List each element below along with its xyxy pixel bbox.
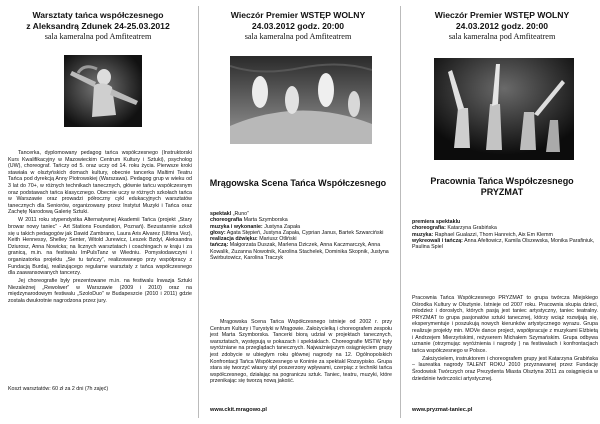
ensemble-description: Pracownia Tańca Współczesnego PRYZMAT to grupa twórcza Miejskiego Ośrodka Kultury w Olsztynie. Istnieje od 2007 roku. Pracownia skupia dzieci, młodzież i dorosłych, których pasją jest taniec artystyczny, taniec teatralny. PRYZMAT to grupa pasjonatów sztuki tanecznej, którzy wciąż rozwijają się, eksperymentuje i poszukują nowych kierunków artystycznego wyrazu. Grupa realizuje projekty min. MOVe dance project, współpracuje z muzykami Elżbietą i Andrzejem Mierzyńskimi, reżyserem Michałem Szymańskim. Grupa odbywa uznanie (otrzymując wyróżnienia i nagrody ) na festiwalach i konfrontacjach tańca współczesnego w Polsce. Założycielem, instruktorem i choreografem grupy jest Katarzyna Grabińska – laureatka nagrody TALENT ROKU 2010 przyznawanej przez Fundację Środowisk Twórczych oraz Prezydenta Miasta Olsztyna 2011 za osiągnięcia w dziedzinie twórczości artystycznej. [412, 295, 598, 382]
credit-line: głosy: Agata Stępień, Justyna Zapała, Cyprian Janus, Bartek Szwarciński [210, 229, 384, 236]
workshop-bio: Tancerka, dyplomowany pedagog tańca współczesnego (Instruktorski Kurs Kwalifikacyjny w Mazowieckim Centrum Kultury i Sztuki), psycholog (UW), choreograf. Tańczy od 5. oraz uczy od 14. roku życia. Pierwsze kroki stawiała w olsztyńskich domach kultury, obecnie tancerka Maltimi Teatru Tańca pod dyrekcją Anny Piotrowskiej (Warszawa). Pedagog grup w wieku od 3 lat do 70+, w różnych technikach tanecznych, głównie tańcu współczesnym oraz podstawach tańca klasycznego. Obecnie uczy w różnych szkołach tańca w Warszawie oraz prowadzi półroczny cykl edukacyjnych warsztatów tanecznych dla Seniorów, organizowany przez Instytut Muzyki i Tańca oraz Zachętę Narodową Galerię Sztuki. W 2011 roku stypendystka Alternatywnej Akademii Tańca (projekt „Stary browar nowy taniec” - Art Stations Foundation, Poznań). Bezustannie szkoli się u takich pedagogów jak Dawid Zambrano, Laura Aris Alvarez (Ultima Vez), Keith Hennessy, Shelley Senter, Witold Jurewicz, Leszek Bzdyl, Aleksandra Dziurosz, Anna Nowicka; na licznych warsztatach i coachingach w kraju i za granicą, m.in. na festiwalu ImPulsTanz w Wiedniu. Pomysłodawczyni i organizatorka projektu „Sie tu tańczy”, realizowanego przy współpracy z Fundacją Burdaj, realizującego regularne warsztaty z tańca współczesnego dla zaawansowanych tancerzy. Jej choreografie były prezentowane m.in. na festiwalu Inwazja Sztuki Niezależnej „Rewolwer” w Warszawie (2009 i 2010) oraz na międzynarodowym festiwalu „SzoloDuo” w Budapeszcie (2010 i 2011) gdzie została dwukrotnie nagrodzona przez jury. [8, 150, 192, 305]
workshop-venue: sala kameralna pod Amfiteatrem [44, 32, 152, 41]
column-divider [198, 6, 199, 418]
credit-line: premiera spektaklu [412, 219, 461, 225]
premiere-venue: sala kameralna pod Amfiteatrem [448, 32, 556, 41]
credit-line: realizacja dźwięku: Mariusz Otliński [210, 236, 297, 243]
credit-line: spektakl „Runo” [210, 211, 249, 217]
workshop-title: Warsztaty tańca współczesnego z Aleksandrą Zdunek 24-25.03.2012 [26, 10, 170, 31]
credit-line: wykreowali i tańczą: Anna Afeltowicz, Kamila Olszewska, Monika Parafiniuk, Paulina Spiel [412, 237, 595, 251]
ensemble-website-link[interactable]: www.ckit.mragowo.pl [210, 407, 267, 413]
ensemble-name: Mrągowska Scena Tańca Współczesnego [209, 178, 387, 188]
credits [412, 219, 598, 250]
column-divider [400, 6, 401, 418]
dancers-photo-2 [230, 56, 372, 144]
premiere-title: Wieczór Premier WSTĘP WOLNY 24.03.2012 godz. 20:00 [230, 10, 366, 31]
credit-line: muzyka: Raphael Gualazzi, Thom Hanreich, Aix Em Klemm [412, 231, 553, 238]
workshop-price: Koszt warsztatów: 60 zł za 2 dni (7h zajęć) [8, 386, 109, 392]
premiere-venue: sala kameralna pod Amfiteatrem [244, 32, 352, 41]
dancers-photo-3 [434, 58, 574, 160]
credit-line: tańczą: Małgorzata Duszak, Marlena Dziczek, Anna Kaczmarczyk, Anna Kowalik, Zuzanna Nowotnik, Karolina Stachelek, Dominika Skopnik, Justyna Świrbutowicz, Karolina Traczyk [210, 242, 389, 262]
dancer-photo-1 [64, 55, 142, 127]
credit-line: muzyka i wykonanie: Justyna Zapała [210, 223, 301, 230]
credits [210, 211, 392, 261]
ensemble-description: Mrągowska Scena Tańca Współczesnego istnieje od 2002 r. przy Centrum Kultury i Turystyki w Mrągowie. Założycielką i choreografem zespołu jest Marta Szymborska. Tancerki biorą udział w projektach tanecznych, warsztatach, występują w pokazach i spektaklach. Choreografie MSTW były wyróżniane na przeglądach tanecznych. Najważniejszym osiągnięciem grupy jest zdobycie w ubiegłym roku głównej nagrody na 12. Ogólnopolskich Konfrontacji Tańca Współczesnego w Koninie za spektakl Rozsypisko. Grupa stara się tworzyć własny styl poszerzony wpływami, czerpiąc z techniki tańca współczesnego, działając na pograniczu sztuk. Taniec, teatru, muzyki, które przenikając się tworzą nową jakość. [210, 319, 392, 385]
column-workshop [0, 0, 196, 424]
column-mragowo [200, 0, 396, 424]
ensemble-website-link[interactable]: www.pryzmat-taniec.pl [412, 407, 473, 413]
premiere-title: Wieczór Premier WSTĘP WOLNY 24.03.2012 godz. 20:00 [434, 10, 570, 31]
credit-line: choreografia: Katarzyna Grabińska [412, 225, 497, 232]
ensemble-name: Pracownia Tańca Współczesnego PRYZMAT [430, 176, 574, 197]
column-pryzmat [404, 0, 600, 424]
credit-line: choreografia Marta Szymborska [210, 217, 288, 224]
